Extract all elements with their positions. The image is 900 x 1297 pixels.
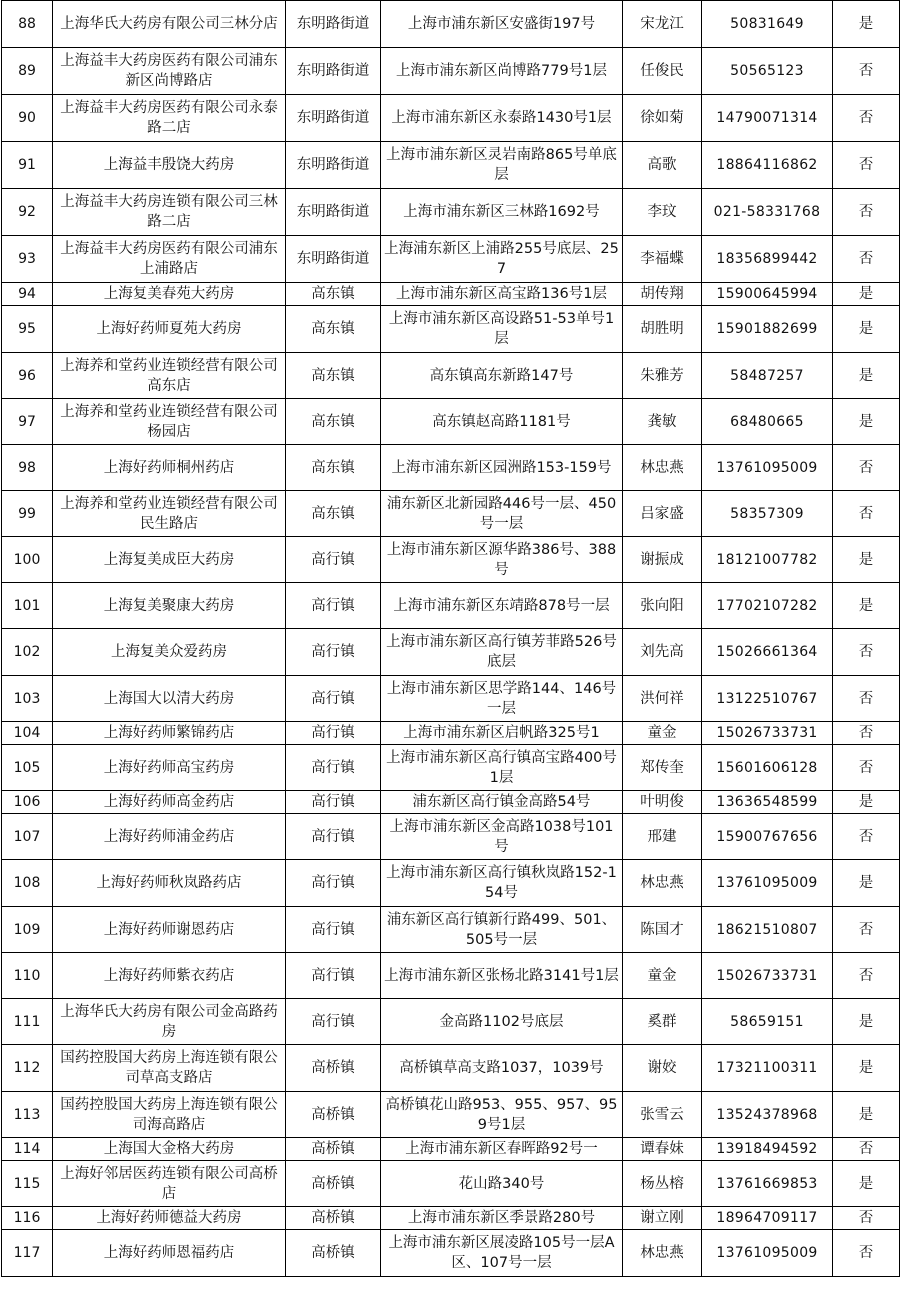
address: 上海市浦东新区园洲路153-159号 bbox=[381, 445, 623, 491]
phone-number: 18964709117 bbox=[702, 1207, 833, 1230]
address: 浦东新区高行镇金高路54号 bbox=[381, 791, 623, 814]
street-name: 东明路街道 bbox=[286, 189, 381, 236]
pharmacy-name: 上海好药师高宝药房 bbox=[53, 745, 286, 791]
street-name: 高行镇 bbox=[286, 791, 381, 814]
pharmacy-name: 上海华氏大药房有限公司金高路药房 bbox=[53, 999, 286, 1045]
flag-value: 是 bbox=[833, 399, 900, 445]
address: 上海市浦东新区东靖路878号一层 bbox=[381, 583, 623, 629]
pharmacy-name: 上海好药师秋岚路药店 bbox=[53, 860, 286, 907]
contact-person: 谢立刚 bbox=[623, 1207, 702, 1230]
flag-value: 是 bbox=[833, 791, 900, 814]
street-name: 高行镇 bbox=[286, 537, 381, 583]
address: 上海市浦东新区灵岩南路865号单底层 bbox=[381, 142, 623, 189]
address: 上海市浦东新区春晖路92号一 bbox=[381, 1138, 623, 1161]
contact-person: 叶明俊 bbox=[623, 791, 702, 814]
contact-person: 童金 bbox=[623, 722, 702, 745]
address: 上海市浦东新区高宝路136号1层 bbox=[381, 283, 623, 306]
row-number: 96 bbox=[2, 353, 53, 399]
street-name: 高行镇 bbox=[286, 860, 381, 907]
flag-value: 是 bbox=[833, 306, 900, 353]
phone-number: 021-58331768 bbox=[702, 189, 833, 236]
address: 浦东新区北新园路446号一层、450号一层 bbox=[381, 491, 623, 537]
street-name: 东明路街道 bbox=[286, 95, 381, 142]
address: 上海市浦东新区永泰路1430号1层 bbox=[381, 95, 623, 142]
pharmacy-name: 上海益丰大药房连锁有限公司三林路二店 bbox=[53, 189, 286, 236]
phone-number: 14790071314 bbox=[702, 95, 833, 142]
address: 上海市浦东新区高行镇芳菲路526号底层 bbox=[381, 629, 623, 676]
contact-person: 任俊民 bbox=[623, 48, 702, 95]
phone-number: 17321100311 bbox=[702, 1045, 833, 1092]
flag-value: 是 bbox=[833, 283, 900, 306]
phone-number: 68480665 bbox=[702, 399, 833, 445]
pharmacy-table bbox=[1, 0, 900, 1277]
flag-value: 是 bbox=[833, 1161, 900, 1207]
pharmacy-name: 上海好药师高金药店 bbox=[53, 791, 286, 814]
phone-number: 18356899442 bbox=[702, 236, 833, 283]
table-row bbox=[2, 445, 900, 491]
row-number: 105 bbox=[2, 745, 53, 791]
address: 高东镇高东新路147号 bbox=[381, 353, 623, 399]
pharmacy-name: 上海好药师浦金药店 bbox=[53, 814, 286, 860]
pharmacy-name: 上海华氏大药房有限公司三林分店 bbox=[53, 1, 286, 48]
row-number: 89 bbox=[2, 48, 53, 95]
contact-person: 李玟 bbox=[623, 189, 702, 236]
address: 上海浦东新区上浦路255号底层、257 bbox=[381, 236, 623, 283]
contact-person: 张雪云 bbox=[623, 1092, 702, 1138]
pharmacy-name: 上海复美众爱药房 bbox=[53, 629, 286, 676]
pharmacy-name: 上海好药师夏苑大药房 bbox=[53, 306, 286, 353]
table-row bbox=[2, 491, 900, 537]
pharmacy-name: 上海益丰大药房医药有限公司浦东新区尚博路店 bbox=[53, 48, 286, 95]
contact-person: 奚群 bbox=[623, 999, 702, 1045]
street-name: 高行镇 bbox=[286, 722, 381, 745]
address: 上海市浦东新区启帆路325号1 bbox=[381, 722, 623, 745]
pharmacy-name: 上海益丰大药房医药有限公司浦东上浦路店 bbox=[53, 236, 286, 283]
flag-value: 否 bbox=[833, 95, 900, 142]
contact-person: 张向阳 bbox=[623, 583, 702, 629]
row-number: 111 bbox=[2, 999, 53, 1045]
address: 上海市浦东新区展凌路105号一层A区、107号一层 bbox=[381, 1230, 623, 1277]
table-row bbox=[2, 860, 900, 907]
contact-person: 胡传翔 bbox=[623, 283, 702, 306]
row-number: 112 bbox=[2, 1045, 53, 1092]
address: 上海市浦东新区金高路1038号101号 bbox=[381, 814, 623, 860]
row-number: 116 bbox=[2, 1207, 53, 1230]
row-number: 108 bbox=[2, 860, 53, 907]
table-row bbox=[2, 1, 900, 48]
contact-person: 朱雅芳 bbox=[623, 353, 702, 399]
row-number: 94 bbox=[2, 283, 53, 306]
street-name: 高行镇 bbox=[286, 907, 381, 953]
flag-value: 否 bbox=[833, 1138, 900, 1161]
row-number: 90 bbox=[2, 95, 53, 142]
street-name: 东明路街道 bbox=[286, 48, 381, 95]
street-name: 高桥镇 bbox=[286, 1207, 381, 1230]
flag-value: 是 bbox=[833, 1045, 900, 1092]
phone-number: 15026661364 bbox=[702, 629, 833, 676]
address: 高东镇赵高路1181号 bbox=[381, 399, 623, 445]
phone-number: 13918494592 bbox=[702, 1138, 833, 1161]
pharmacy-name: 上海好药师德益大药房 bbox=[53, 1207, 286, 1230]
phone-number: 58487257 bbox=[702, 353, 833, 399]
row-number: 110 bbox=[2, 953, 53, 999]
flag-value: 否 bbox=[833, 907, 900, 953]
table-row bbox=[2, 537, 900, 583]
street-name: 高东镇 bbox=[286, 283, 381, 306]
address: 上海市浦东新区季景路280号 bbox=[381, 1207, 623, 1230]
row-number: 117 bbox=[2, 1230, 53, 1277]
street-name: 高东镇 bbox=[286, 306, 381, 353]
row-number: 88 bbox=[2, 1, 53, 48]
table-row bbox=[2, 1230, 900, 1277]
address: 上海市浦东新区三林路1692号 bbox=[381, 189, 623, 236]
phone-number: 18864116862 bbox=[702, 142, 833, 189]
contact-person: 童金 bbox=[623, 953, 702, 999]
phone-number: 13761095009 bbox=[702, 445, 833, 491]
row-number: 103 bbox=[2, 676, 53, 722]
pharmacy-name: 上海益丰大药房医药有限公司永泰路二店 bbox=[53, 95, 286, 142]
street-name: 高桥镇 bbox=[286, 1161, 381, 1207]
phone-number: 13761095009 bbox=[702, 1230, 833, 1277]
phone-number: 50565123 bbox=[702, 48, 833, 95]
table-row bbox=[2, 306, 900, 353]
row-number: 115 bbox=[2, 1161, 53, 1207]
table-row bbox=[2, 1161, 900, 1207]
street-name: 高行镇 bbox=[286, 953, 381, 999]
pharmacy-name: 上海养和堂药业连锁经营有限公司杨园店 bbox=[53, 399, 286, 445]
table-row bbox=[2, 722, 900, 745]
table-row bbox=[2, 953, 900, 999]
pharmacy-name: 上海复美成臣大药房 bbox=[53, 537, 286, 583]
pharmacy-name: 上海好邻居医药连锁有限公司高桥店 bbox=[53, 1161, 286, 1207]
street-name: 高桥镇 bbox=[286, 1092, 381, 1138]
table-row bbox=[2, 1092, 900, 1138]
address: 上海市浦东新区源华路386号、388号 bbox=[381, 537, 623, 583]
flag-value: 否 bbox=[833, 722, 900, 745]
address: 上海市浦东新区高设路51-53单号1层 bbox=[381, 306, 623, 353]
row-number: 100 bbox=[2, 537, 53, 583]
contact-person: 徐如菊 bbox=[623, 95, 702, 142]
table-row bbox=[2, 999, 900, 1045]
contact-person: 谢姣 bbox=[623, 1045, 702, 1092]
street-name: 高桥镇 bbox=[286, 1138, 381, 1161]
pharmacy-name: 上海复美春苑大药房 bbox=[53, 283, 286, 306]
row-number: 102 bbox=[2, 629, 53, 676]
contact-person: 林忠燕 bbox=[623, 860, 702, 907]
pharmacy-name: 上海好药师桐州药店 bbox=[53, 445, 286, 491]
row-number: 98 bbox=[2, 445, 53, 491]
table-row bbox=[2, 583, 900, 629]
contact-person: 杨丛榕 bbox=[623, 1161, 702, 1207]
flag-value: 是 bbox=[833, 1092, 900, 1138]
street-name: 高东镇 bbox=[286, 399, 381, 445]
phone-number: 15901882699 bbox=[702, 306, 833, 353]
street-name: 高行镇 bbox=[286, 745, 381, 791]
row-number: 97 bbox=[2, 399, 53, 445]
flag-value: 否 bbox=[833, 953, 900, 999]
flag-value: 否 bbox=[833, 189, 900, 236]
flag-value: 是 bbox=[833, 583, 900, 629]
pharmacy-name: 上海好药师谢恩药店 bbox=[53, 907, 286, 953]
table-row bbox=[2, 95, 900, 142]
phone-number: 13122510767 bbox=[702, 676, 833, 722]
pharmacy-name: 国药控股国大药房上海连锁有限公司海高路店 bbox=[53, 1092, 286, 1138]
street-name: 高桥镇 bbox=[286, 1045, 381, 1092]
contact-person: 郑传奎 bbox=[623, 745, 702, 791]
row-number: 91 bbox=[2, 142, 53, 189]
flag-value: 否 bbox=[833, 814, 900, 860]
address: 高桥镇花山路953、955、957、959号1层 bbox=[381, 1092, 623, 1138]
row-number: 109 bbox=[2, 907, 53, 953]
contact-person: 吕家盛 bbox=[623, 491, 702, 537]
flag-value: 否 bbox=[833, 745, 900, 791]
row-number: 93 bbox=[2, 236, 53, 283]
contact-person: 李福蝶 bbox=[623, 236, 702, 283]
contact-person: 林忠燕 bbox=[623, 1230, 702, 1277]
contact-person: 高歌 bbox=[623, 142, 702, 189]
phone-number: 17702107282 bbox=[702, 583, 833, 629]
address: 上海市浦东新区尚博路779号1层 bbox=[381, 48, 623, 95]
table-row bbox=[2, 142, 900, 189]
row-number: 104 bbox=[2, 722, 53, 745]
table-row bbox=[2, 48, 900, 95]
flag-value: 否 bbox=[833, 1207, 900, 1230]
pharmacy-name: 上海养和堂药业连锁经营有限公司民生路店 bbox=[53, 491, 286, 537]
street-name: 东明路街道 bbox=[286, 142, 381, 189]
phone-number: 58357309 bbox=[702, 491, 833, 537]
table-row bbox=[2, 189, 900, 236]
flag-value: 否 bbox=[833, 1230, 900, 1277]
pharmacy-name: 国药控股国大药房上海连锁有限公司草高支路店 bbox=[53, 1045, 286, 1092]
address: 上海市浦东新区高行镇秋岚路152-154号 bbox=[381, 860, 623, 907]
row-number: 95 bbox=[2, 306, 53, 353]
address: 花山路340号 bbox=[381, 1161, 623, 1207]
address: 上海市浦东新区思学路144、146号一层 bbox=[381, 676, 623, 722]
contact-person: 洪何祥 bbox=[623, 676, 702, 722]
street-name: 高行镇 bbox=[286, 814, 381, 860]
table-row bbox=[2, 907, 900, 953]
flag-value: 否 bbox=[833, 629, 900, 676]
contact-person: 陈国才 bbox=[623, 907, 702, 953]
street-name: 高行镇 bbox=[286, 629, 381, 676]
table-row bbox=[2, 1138, 900, 1161]
street-name: 高行镇 bbox=[286, 583, 381, 629]
row-number: 114 bbox=[2, 1138, 53, 1161]
phone-number: 13636548599 bbox=[702, 791, 833, 814]
flag-value: 否 bbox=[833, 491, 900, 537]
contact-person: 谭春妹 bbox=[623, 1138, 702, 1161]
phone-number: 58659151 bbox=[702, 999, 833, 1045]
pharmacy-name: 上海国大金格大药房 bbox=[53, 1138, 286, 1161]
phone-number: 15601606128 bbox=[702, 745, 833, 791]
row-number: 101 bbox=[2, 583, 53, 629]
row-number: 99 bbox=[2, 491, 53, 537]
table-row bbox=[2, 353, 900, 399]
row-number: 106 bbox=[2, 791, 53, 814]
flag-value: 否 bbox=[833, 676, 900, 722]
address: 浦东新区高行镇新行路499、501、505号一层 bbox=[381, 907, 623, 953]
contact-person: 邢建 bbox=[623, 814, 702, 860]
street-name: 高东镇 bbox=[286, 491, 381, 537]
phone-number: 18121007782 bbox=[702, 537, 833, 583]
table-row bbox=[2, 236, 900, 283]
address: 上海市浦东新区安盛街197号 bbox=[381, 1, 623, 48]
street-name: 东明路街道 bbox=[286, 1, 381, 48]
address: 上海市浦东新区张杨北路3141号1层 bbox=[381, 953, 623, 999]
pharmacy-name: 上海国大以清大药房 bbox=[53, 676, 286, 722]
row-number: 107 bbox=[2, 814, 53, 860]
table-row bbox=[2, 745, 900, 791]
table-row bbox=[2, 1045, 900, 1092]
phone-number: 15900767656 bbox=[702, 814, 833, 860]
table-row bbox=[2, 814, 900, 860]
phone-number: 13761669853 bbox=[702, 1161, 833, 1207]
flag-value: 是 bbox=[833, 1, 900, 48]
flag-value: 是 bbox=[833, 860, 900, 907]
flag-value: 否 bbox=[833, 445, 900, 491]
table-row bbox=[2, 283, 900, 306]
table-row bbox=[2, 791, 900, 814]
address: 金高路1102号底层 bbox=[381, 999, 623, 1045]
pharmacy-name: 上海养和堂药业连锁经营有限公司高东店 bbox=[53, 353, 286, 399]
table-body bbox=[2, 1, 900, 1277]
phone-number: 15026733731 bbox=[702, 953, 833, 999]
phone-number: 13524378968 bbox=[702, 1092, 833, 1138]
row-number: 92 bbox=[2, 189, 53, 236]
pharmacy-name: 上海好药师恩福药店 bbox=[53, 1230, 286, 1277]
street-name: 高东镇 bbox=[286, 445, 381, 491]
street-name: 高桥镇 bbox=[286, 1230, 381, 1277]
phone-number: 13761095009 bbox=[702, 860, 833, 907]
pharmacy-name: 上海复美聚康大药房 bbox=[53, 583, 286, 629]
pharmacy-name: 上海好药师紫衣药店 bbox=[53, 953, 286, 999]
flag-value: 是 bbox=[833, 353, 900, 399]
phone-number: 15900645994 bbox=[702, 283, 833, 306]
phone-number: 15026733731 bbox=[702, 722, 833, 745]
phone-number: 50831649 bbox=[702, 1, 833, 48]
table-row bbox=[2, 629, 900, 676]
contact-person: 谢振成 bbox=[623, 537, 702, 583]
street-name: 东明路街道 bbox=[286, 236, 381, 283]
flag-value: 否 bbox=[833, 48, 900, 95]
table-row bbox=[2, 676, 900, 722]
contact-person: 龚敏 bbox=[623, 399, 702, 445]
contact-person: 刘先高 bbox=[623, 629, 702, 676]
street-name: 高东镇 bbox=[286, 353, 381, 399]
flag-value: 是 bbox=[833, 537, 900, 583]
table-row bbox=[2, 399, 900, 445]
street-name: 高行镇 bbox=[286, 999, 381, 1045]
flag-value: 是 bbox=[833, 999, 900, 1045]
pharmacy-name: 上海益丰殷饶大药房 bbox=[53, 142, 286, 189]
flag-value: 否 bbox=[833, 236, 900, 283]
row-number: 113 bbox=[2, 1092, 53, 1138]
pharmacy-name: 上海好药师繁锦药店 bbox=[53, 722, 286, 745]
contact-person: 宋龙江 bbox=[623, 1, 702, 48]
contact-person: 胡胜明 bbox=[623, 306, 702, 353]
table-row bbox=[2, 1207, 900, 1230]
phone-number: 18621510807 bbox=[702, 907, 833, 953]
address: 高桥镇草高支路1037，1039号 bbox=[381, 1045, 623, 1092]
street-name: 高行镇 bbox=[286, 676, 381, 722]
flag-value: 否 bbox=[833, 142, 900, 189]
contact-person: 林忠燕 bbox=[623, 445, 702, 491]
address: 上海市浦东新区高行镇高宝路400号1层 bbox=[381, 745, 623, 791]
